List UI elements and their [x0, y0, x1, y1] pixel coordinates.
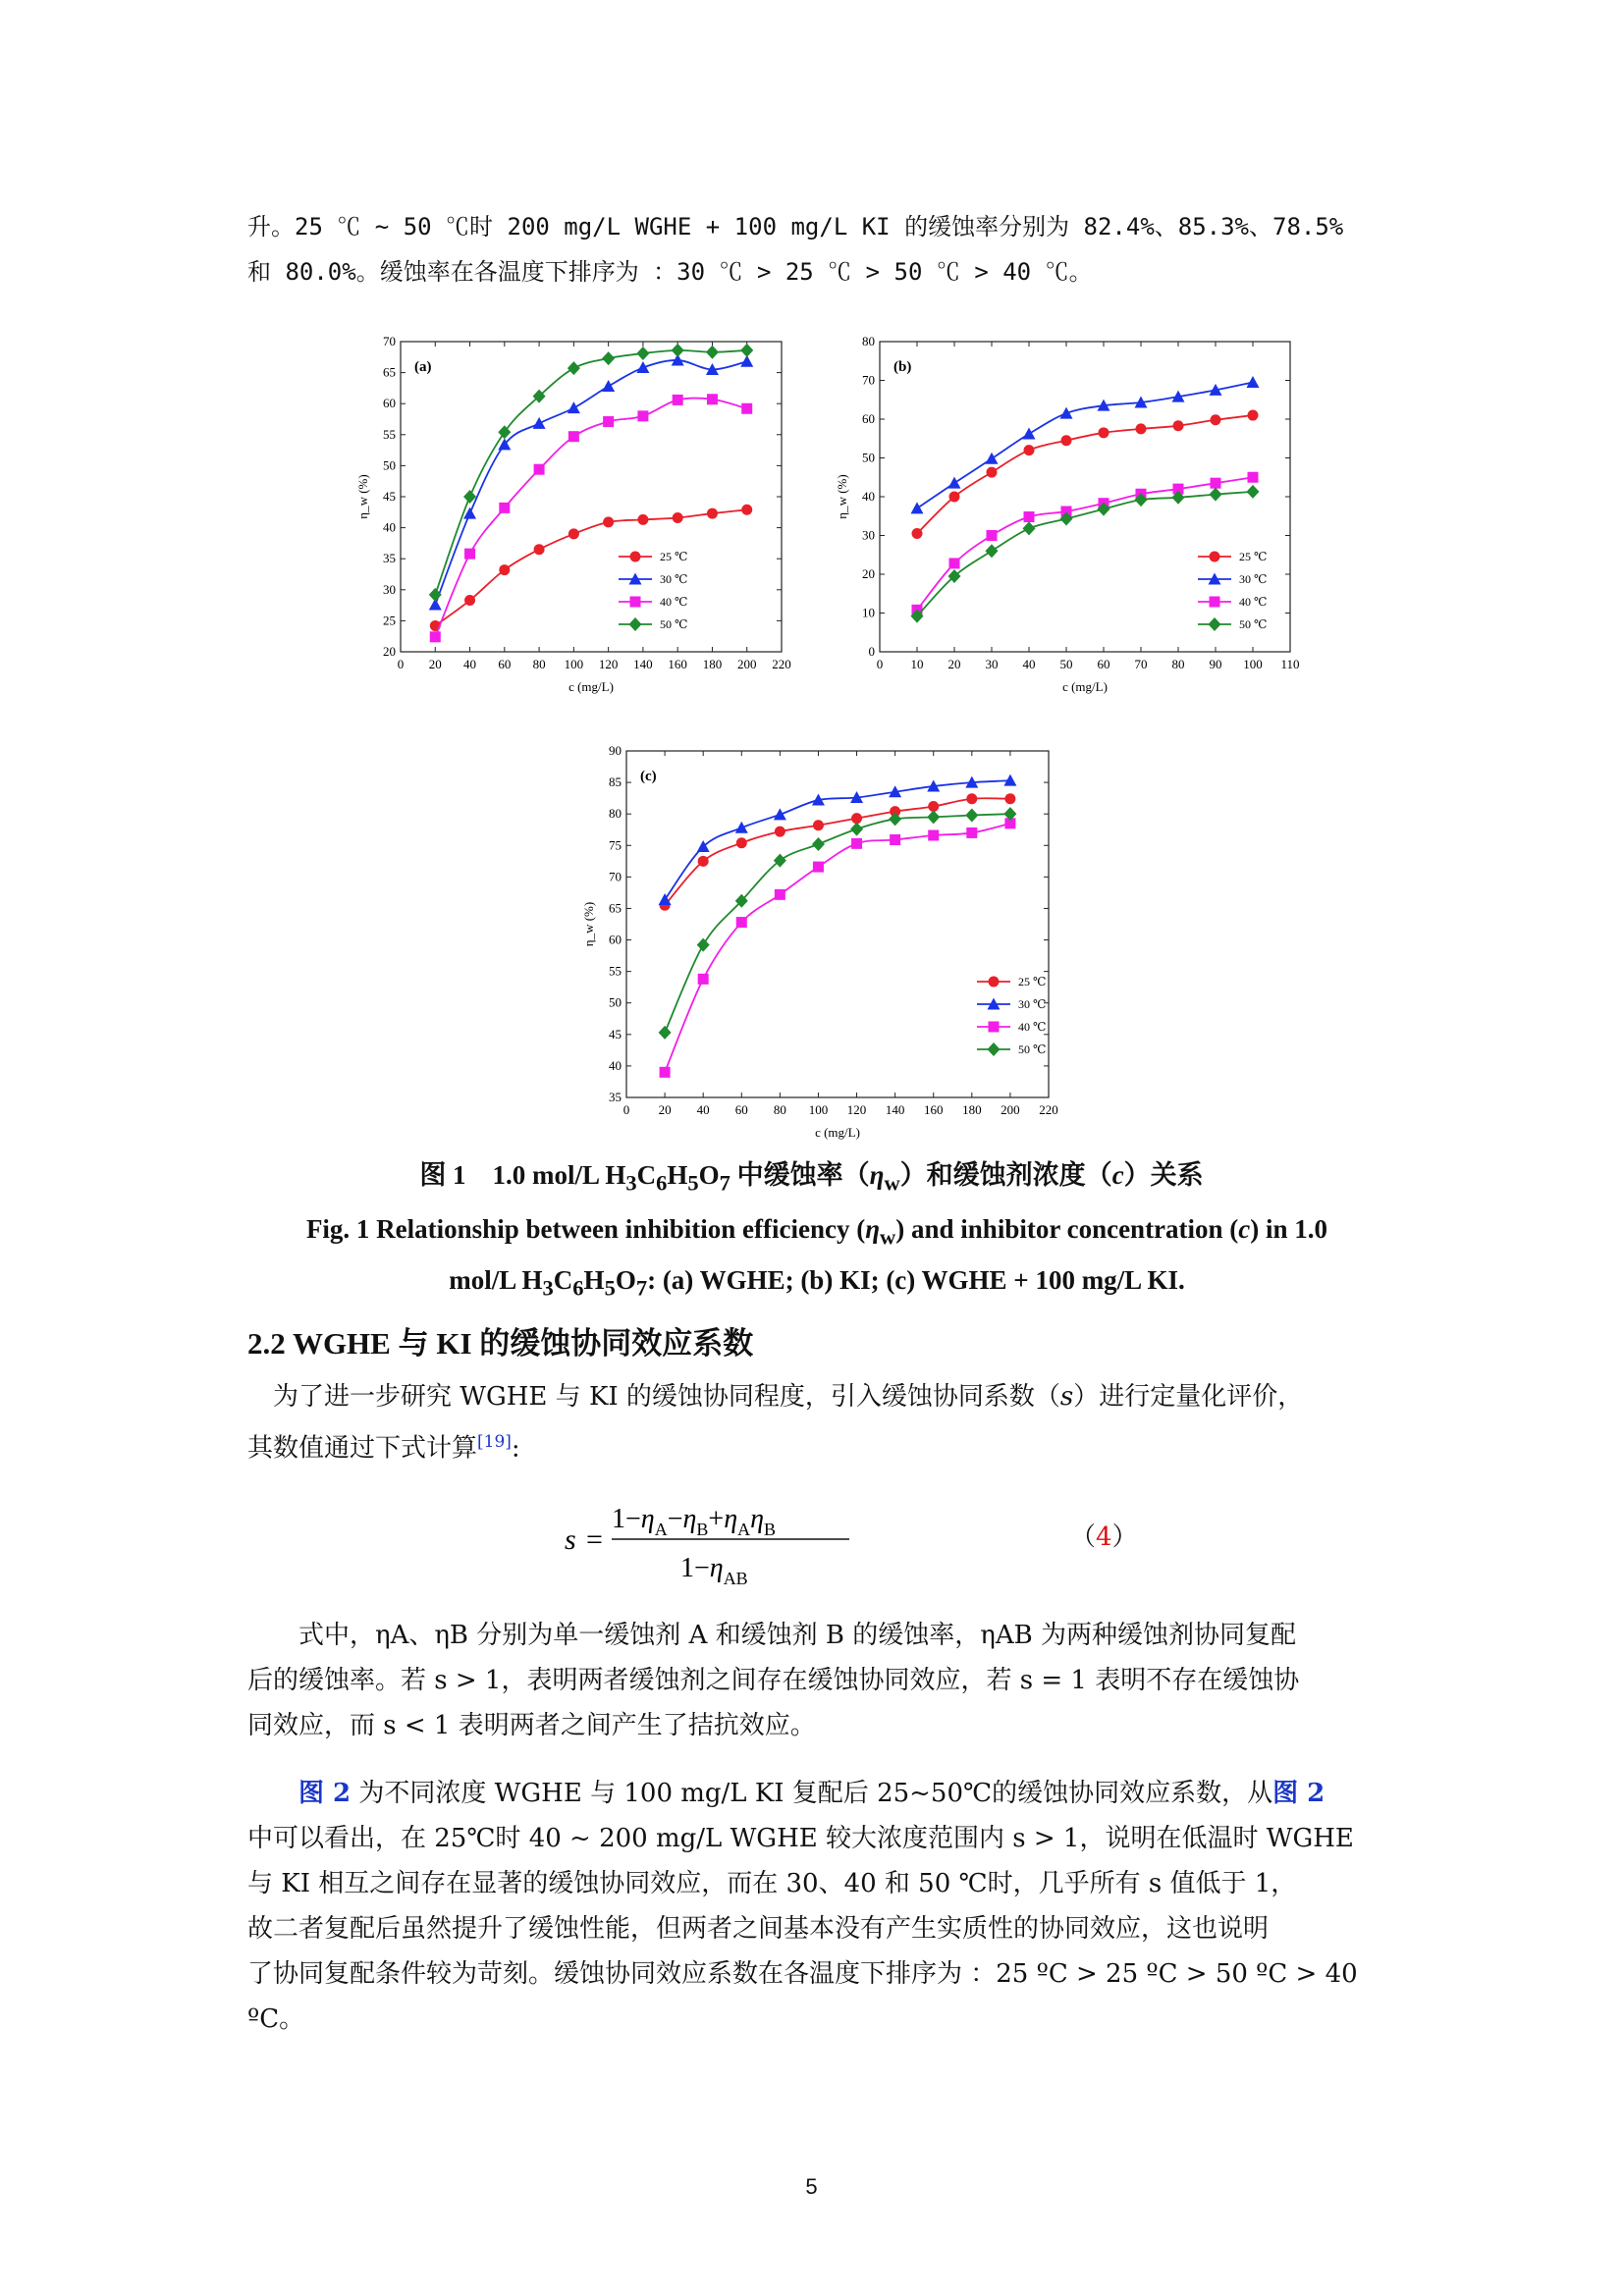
data-point: [741, 403, 752, 414]
y-tick-label: 70: [383, 334, 396, 348]
para2-line2: 后的缓蚀率。若 s > 1，表明两者缓蚀剂之间存在缓蚀协同效应，若 s = 1 表明不存在缓蚀协: [247, 1666, 1300, 1695]
caption-en-2b: : (a) WGHE; (b) KI; (c) WGHE + 100 mg/L KI.: [647, 1265, 1185, 1296]
y-tick-label: 0: [868, 644, 875, 659]
data-point: [927, 810, 940, 824]
x-tick-label: 60: [734, 1102, 748, 1117]
paragraph-3: [247, 1771, 1386, 2042]
data-point: [775, 827, 785, 837]
para2-line1: 式中，ηA、ηB 分别为单一缓蚀剂 A 和缓蚀剂 B 的缓蚀率，ηAB 为两种缓蚀剂协同复配: [298, 1621, 1296, 1650]
y-tick-label: 65: [609, 900, 622, 916]
eq-equals: =: [586, 1523, 603, 1556]
data-point: [673, 512, 683, 523]
x-tick-label: 200: [1001, 1102, 1020, 1117]
equation-number-value: 4: [1096, 1522, 1112, 1552]
series-3: [430, 394, 752, 642]
series-line: [665, 824, 1010, 1073]
y-tick-label: 40: [862, 489, 875, 504]
x-tick-label: 80: [532, 657, 546, 671]
caption-en-1a: Fig. 1 Relationship between inhibition efficiency (: [305, 1214, 866, 1244]
caption-en-1b: ) and inhibitor concentration (: [895, 1214, 1239, 1244]
data-point: [1211, 478, 1221, 489]
series-2: [911, 376, 1260, 513]
data-point: [1024, 445, 1035, 455]
data-point: [602, 380, 615, 392]
plot-frame: [401, 342, 782, 652]
data-point: [698, 974, 709, 985]
legend-entry: 40 ℃: [1018, 1020, 1047, 1034]
legend-entry: 30 ℃: [1018, 997, 1047, 1011]
y-tick-label: 20: [383, 644, 396, 659]
data-point: [851, 838, 862, 849]
x-tick-label: 50: [1059, 657, 1073, 671]
x-tick-label: 20: [947, 657, 961, 671]
y-tick-label: 40: [383, 519, 396, 535]
y-tick-label: 25: [383, 613, 396, 628]
series-line: [917, 382, 1253, 507]
data-point: [673, 395, 683, 405]
series-line: [435, 509, 746, 625]
data-point: [603, 416, 614, 427]
x-tick-label: 0: [622, 1102, 630, 1117]
para3-line5: 了协同复配条件较为苛刻。缓蚀协同效应系数在各温度下排序为 ：25 ºC > 25 ºC > 50 ºC > 40: [247, 1959, 1358, 1989]
data-point: [1023, 521, 1036, 535]
para1-text3: 其数值通过下式计算: [247, 1433, 478, 1464]
series-4: [429, 344, 753, 602]
intro-paragraph: [247, 204, 1386, 294]
x-tick-label: 120: [598, 657, 619, 671]
x-tick-label: 90: [1209, 657, 1222, 671]
data-point: [568, 431, 579, 442]
data-point: [534, 544, 545, 555]
y-tick-label: 60: [609, 932, 622, 947]
section-heading: 2.2 WGHE 与 KI 的缓蚀协同效应系数: [247, 1326, 754, 1361]
data-point: [1248, 472, 1259, 483]
caption-cn-prefix: 图 1 1.0 mol/L H: [419, 1160, 626, 1190]
data-point: [890, 834, 900, 845]
data-point: [911, 502, 924, 513]
x-tick-label: 160: [923, 1102, 944, 1117]
legend-marker: [988, 1042, 1001, 1056]
data-point: [706, 346, 719, 359]
x-tick-label: 40: [696, 1102, 710, 1117]
data-point: [568, 361, 580, 375]
y-axis-label: η_w (%): [355, 474, 370, 519]
paragraph-2: [247, 1613, 1386, 1748]
legend-marker: [630, 552, 641, 562]
legend-entry: 40 ℃: [1239, 595, 1268, 609]
y-tick-label: 70: [609, 869, 622, 884]
data-point: [949, 558, 960, 568]
data-point: [966, 828, 977, 838]
data-point: [987, 467, 998, 478]
para1-text4: :: [511, 1433, 520, 1464]
data-point: [1060, 407, 1073, 419]
x-axis-label: c (mg/L): [1062, 679, 1108, 694]
legend-entry: 50 ℃: [1239, 617, 1268, 631]
data-point: [986, 544, 999, 558]
para2-line3: 同效应，而 s < 1 表明两者之间产生了拮抗效应。: [247, 1711, 816, 1740]
chart-panel-c: [569, 736, 1100, 1148]
data-point: [637, 410, 648, 421]
data-point: [949, 492, 960, 503]
series-4: [659, 807, 1017, 1040]
x-tick-label: 10: [910, 657, 924, 671]
data-point: [464, 549, 475, 560]
page-number: 5: [805, 2174, 818, 2199]
legend-marker: [1210, 552, 1220, 562]
para3-line2: 中可以看出，在 25℃时 40 ~ 200 mg/L WGHE 较大浓度范围内 s > 1，说明在低温时 WGHE: [247, 1824, 1354, 1853]
caption-cn-after: ）和缓蚀剂浓度（: [899, 1160, 1112, 1190]
y-tick-label: 20: [862, 566, 875, 581]
data-point: [775, 889, 785, 900]
data-point: [965, 808, 978, 822]
y-tick-label: 65: [383, 364, 396, 380]
data-point: [1023, 428, 1036, 440]
data-point: [534, 464, 545, 475]
x-tick-label: 180: [702, 657, 723, 671]
y-tick-label: 10: [862, 605, 875, 620]
data-point: [1248, 410, 1259, 421]
caption-cn-middle: 中缓蚀率（: [736, 1160, 870, 1190]
legend-marker: [630, 597, 641, 608]
data-point: [735, 822, 748, 833]
legend-marker: [989, 977, 1000, 988]
series-line: [917, 477, 1253, 610]
data-point: [464, 595, 475, 606]
legend-entry: 25 ℃: [660, 550, 688, 563]
data-point: [672, 344, 684, 357]
y-tick-label: 45: [383, 489, 396, 504]
legend-entry: 40 ℃: [660, 595, 688, 609]
data-point: [986, 453, 999, 464]
series-1: [660, 793, 1016, 910]
figure-2-link[interactable]: 图 2: [298, 1779, 352, 1808]
data-point: [1136, 423, 1147, 434]
data-point: [637, 514, 648, 525]
x-tick-label: 120: [846, 1102, 867, 1117]
y-tick-label: 55: [609, 963, 622, 979]
x-tick-label: 0: [397, 657, 405, 671]
paragraph-1: [247, 1374, 1386, 1471]
y-tick-label: 35: [609, 1090, 622, 1104]
y-tick-label: 30: [862, 527, 875, 543]
figure-caption-en: Fig. 1 Relationship between inhibition efficiency $(\eta_w)$ and inhibitor concentration (c) in 1.0 mol/L $H_3C_6H_5O_7$: (a) WGHE; (b) KI; (c) WGHE + 100 mg/L KI.: [305, 1214, 1328, 1301]
y-tick-label: 50: [383, 457, 396, 473]
x-tick-label: 140: [633, 657, 653, 671]
y-tick-label: 60: [862, 411, 875, 426]
x-tick-label: 40: [463, 657, 477, 671]
data-point: [707, 394, 718, 404]
data-point: [1061, 435, 1072, 446]
data-point: [987, 530, 998, 541]
x-tick-label: 60: [1097, 657, 1110, 671]
y-tick-label: 50: [862, 450, 875, 465]
x-tick-label: 20: [428, 657, 442, 671]
data-point: [430, 631, 441, 642]
y-axis-label: η_w (%): [581, 901, 596, 947]
y-tick-label: 70: [862, 372, 875, 388]
para3-line3: 与 KI 相互之间存在显著的缓蚀协同效应，而在 30、40 和 50 ℃时，几乎所有 s 值低于 1，: [247, 1869, 1297, 1898]
data-point: [812, 837, 825, 851]
y-tick-label: 50: [609, 994, 622, 1010]
data-point: [636, 347, 649, 360]
y-tick-label: 75: [609, 837, 622, 853]
chart-panel-a: [353, 324, 844, 717]
figure-caption-cn: 图 1 1.0 mol/L $H_3C_6H_5O_7$ 中缓蚀率$(\eta_w)$和缓蚀剂浓度（c）关系: [419, 1160, 1204, 1196]
series-line: [665, 814, 1010, 1033]
data-point: [636, 361, 649, 373]
y-tick-label: 85: [609, 774, 622, 790]
x-tick-label: 180: [962, 1102, 982, 1117]
x-tick-label: 110: [1280, 657, 1300, 671]
series-line: [665, 780, 1010, 899]
eq-numerator: $1-\eta_A-\eta_B+\eta_A\eta_B$: [612, 1504, 776, 1539]
data-point: [948, 477, 961, 489]
intro-line-2: 和 80.0%。缓蚀率在各温度下排序为 ：30 ℃ > 25 ℃ > 50 ℃ > 40 ℃。: [247, 258, 1093, 286]
x-tick-label: 70: [1134, 657, 1148, 671]
data-point: [851, 813, 862, 824]
para3-line4: 故二者复配后虽然提升了缓蚀性能，但两者之间基本没有产生实质性的协同效应，这也说明: [247, 1914, 1270, 1944]
data-point: [928, 801, 939, 812]
equation-number: （4）: [1070, 1522, 1138, 1552]
x-tick-label: 100: [564, 657, 584, 671]
data-point: [1173, 420, 1184, 431]
data-point: [603, 516, 614, 527]
caption-en-1c: ) in 1.0: [1250, 1214, 1328, 1244]
data-point: [741, 505, 752, 515]
data-point: [499, 564, 510, 575]
panel-label: (a): [414, 359, 432, 375]
data-point: [660, 1067, 671, 1078]
series-line: [435, 398, 746, 636]
x-tick-label: 60: [498, 657, 512, 671]
x-tick-label: 80: [773, 1102, 786, 1117]
data-point: [928, 830, 939, 841]
legend-marker: [989, 1022, 1000, 1033]
y-tick-label: 90: [609, 743, 622, 758]
x-tick-label: 220: [1039, 1102, 1058, 1117]
series-line: [435, 360, 746, 605]
data-point: [659, 1026, 672, 1040]
x-tick-label: 100: [808, 1102, 829, 1117]
x-axis-label: c (mg/L): [815, 1125, 860, 1140]
data-point: [813, 862, 824, 873]
para1-text1: 为了进一步研究 WGHE 与 KI 的缓蚀协同程度，引入缓蚀协同系数（: [273, 1382, 1060, 1412]
x-tick-label: 0: [876, 657, 884, 671]
panel-label: (b): [893, 359, 912, 375]
figure-2-link-b[interactable]: 图 2: [1272, 1779, 1325, 1808]
para3-line1: 为不同浓度 WGHE 与 100 mg/L KI 复配后 25~50℃的缓蚀协同效应系数，从: [358, 1779, 1273, 1808]
y-tick-label: 55: [383, 426, 396, 442]
data-point: [1211, 414, 1221, 425]
data-point: [912, 528, 923, 539]
series-3: [912, 472, 1259, 615]
data-point: [697, 938, 710, 952]
data-point: [740, 344, 753, 357]
equation-4: [565, 1490, 879, 1588]
para3-line6: ºC。: [247, 2004, 305, 2034]
citation-19[interactable]: [19]: [477, 1432, 512, 1452]
eq-lhs: s: [565, 1523, 576, 1556]
caption-cn-end: ）关系: [1123, 1160, 1204, 1190]
y-tick-label: 60: [383, 396, 396, 411]
y-tick-label: 45: [609, 1026, 622, 1041]
x-tick-label: 160: [668, 657, 687, 671]
data-point: [1247, 376, 1260, 388]
caption-en-2a: mol/L H: [449, 1265, 543, 1296]
legend-entry: 50 ℃: [660, 617, 688, 631]
eq-denominator: $1-\eta_{AB}$: [680, 1553, 748, 1588]
chart-panel-b: [835, 324, 1330, 717]
legend-entry: 25 ℃: [1239, 550, 1268, 563]
x-tick-label: 200: [736, 657, 757, 671]
series-line: [917, 492, 1253, 616]
data-point: [602, 351, 615, 365]
data-point: [774, 808, 786, 820]
intro-line-1: 升。25 ℃ ~ 50 ℃时 200 mg/L WGHE + 100 mg/L KI 的缓蚀率分别为 82.4%、85.3%、78.5%: [247, 213, 1344, 240]
x-tick-label: 220: [772, 657, 791, 671]
data-point: [1247, 485, 1260, 499]
x-tick-label: 100: [1243, 657, 1263, 671]
data-point: [966, 793, 977, 804]
series-line: [435, 350, 746, 595]
series-1: [912, 410, 1259, 539]
data-point: [568, 528, 579, 539]
plot-frame: [626, 751, 1049, 1097]
x-tick-label: 30: [985, 657, 999, 671]
para1-text2: ）进行定量化评价，: [1073, 1382, 1304, 1412]
data-point: [499, 503, 510, 513]
series-1: [430, 505, 752, 631]
series-line: [665, 798, 1010, 905]
y-tick-label: 30: [383, 581, 396, 597]
data-point: [1099, 427, 1109, 438]
x-tick-label: 40: [1022, 657, 1036, 671]
series-2: [429, 353, 753, 610]
data-point: [736, 837, 747, 848]
series-2: [659, 774, 1017, 905]
data-point: [1210, 488, 1222, 502]
legend-marker: [1210, 597, 1220, 608]
y-tick-label: 40: [609, 1057, 622, 1073]
x-tick-label: 20: [658, 1102, 672, 1117]
y-tick-label: 35: [383, 551, 396, 566]
data-point: [707, 508, 718, 519]
data-point: [813, 820, 824, 830]
para1-symbol: s: [1059, 1382, 1074, 1412]
x-axis-label: c (mg/L): [568, 679, 614, 694]
legend-marker: [629, 617, 642, 631]
legend-entry: 30 ℃: [1239, 572, 1268, 586]
data-point: [698, 856, 709, 867]
data-point: [429, 588, 442, 602]
data-point: [568, 401, 580, 413]
x-tick-label: 140: [885, 1102, 905, 1117]
data-point: [736, 917, 747, 928]
panel-label: (c): [640, 769, 657, 784]
legend-entry: 50 ℃: [1018, 1042, 1047, 1056]
data-point: [1004, 793, 1015, 804]
data-point: [850, 823, 863, 836]
data-point: [1024, 511, 1035, 522]
y-tick-label: 80: [862, 334, 875, 348]
y-tick-label: 80: [609, 806, 622, 822]
series-3: [660, 818, 1016, 1078]
data-point: [533, 417, 546, 429]
legend-marker: [1209, 617, 1221, 631]
legend-entry: 30 ℃: [660, 572, 688, 586]
y-axis-label: η_w (%): [835, 474, 849, 519]
x-tick-label: 80: [1171, 657, 1185, 671]
legend-entry: 25 ℃: [1018, 975, 1047, 988]
